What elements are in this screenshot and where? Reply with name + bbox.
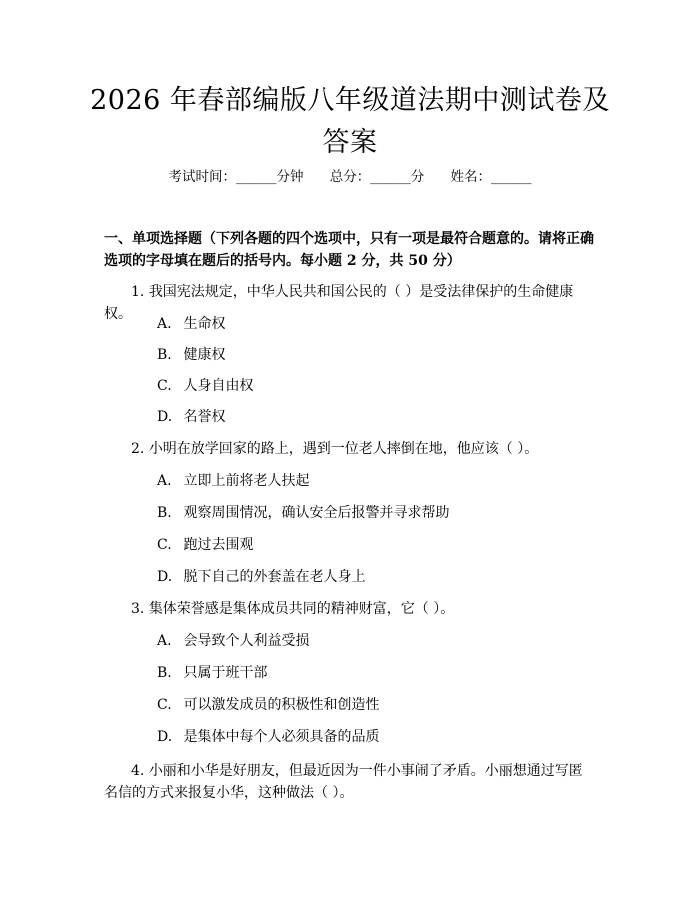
option-text: 生命权 [183, 316, 226, 332]
option-label: D. [157, 729, 173, 745]
option-item [157, 375, 597, 397]
option-item [157, 470, 597, 492]
option-text: 观察周围情况，确认安全后报警并寻求帮助 [183, 505, 450, 521]
question-number: 4. [131, 763, 145, 779]
option-label: A. [157, 473, 172, 489]
question-3 [104, 598, 596, 620]
option-item [157, 630, 597, 652]
question-number: 3. [131, 601, 145, 617]
option-item [157, 694, 597, 716]
question-4 [104, 760, 596, 804]
student-name-field: 姓名：______ [450, 169, 532, 185]
option-item [157, 344, 597, 366]
option-label: B. [157, 505, 172, 521]
option-item [157, 566, 597, 588]
question-number: 1. [131, 284, 145, 300]
option-label: A. [157, 316, 172, 332]
exam-time-field: 考试时间：______分钟 [168, 169, 304, 185]
option-item [157, 726, 597, 748]
question-stem: 小丽和小华是好朋友，但最近因为一件小事闹了矛盾。小丽想通过写匿名信的方式来报复小华，这种做法（ ）。 [104, 763, 583, 801]
question-stem: 集体荣誉感是集体成员共同的精神财富，它（ ）。 [148, 601, 455, 617]
option-label: B. [157, 665, 172, 681]
option-item [157, 406, 597, 428]
option-text: 健康权 [183, 347, 226, 363]
option-text: 脱下自己的外套盖在老人身上 [183, 569, 366, 585]
option-text: 立即上前将老人扶起 [183, 473, 310, 489]
option-text: 人身自由权 [183, 378, 254, 394]
document-title: 2026 年春部编版八年级道法期中测试卷及答案 [90, 85, 610, 158]
option-text: 会导致个人利益受损 [183, 633, 310, 649]
question-stem: 小明在放学回家的路上，遇到一位老人摔倒在地，他应该（ ）。 [148, 441, 539, 457]
option-text: 只属于班干部 [183, 665, 268, 681]
option-label: D. [157, 569, 173, 585]
option-label: A. [157, 633, 172, 649]
option-label: C. [157, 697, 172, 713]
option-text: 名誉权 [183, 409, 226, 425]
option-text: 是集体中每个人必须具备的品质 [183, 729, 380, 745]
question-2 [104, 438, 596, 460]
option-label: D. [157, 409, 173, 425]
option-item [157, 313, 597, 335]
total-score-field: 总分：______分 [329, 169, 425, 185]
option-item [157, 662, 597, 684]
option-text: 可以激发成员的积极性和创造性 [183, 697, 380, 713]
option-label: C. [157, 537, 172, 553]
option-label: B. [157, 347, 172, 363]
question-stem: 我国宪法规定，中华人民共和国公民的（ ）是受法律保护的生命健康权。 [104, 284, 574, 322]
option-label: C. [157, 378, 172, 394]
option-item [157, 502, 597, 524]
question-number: 2. [131, 441, 145, 457]
exam-meta-line [0, 166, 700, 188]
option-item [157, 534, 597, 556]
option-text: 跑过去围观 [183, 537, 254, 553]
section-heading: 一、单项选择题（下列各题的四个选项中，只有一项是最符合题意的。请将正确选项的字母填在题后的括号内。每小题 2 分，共 50 分） [104, 231, 594, 269]
